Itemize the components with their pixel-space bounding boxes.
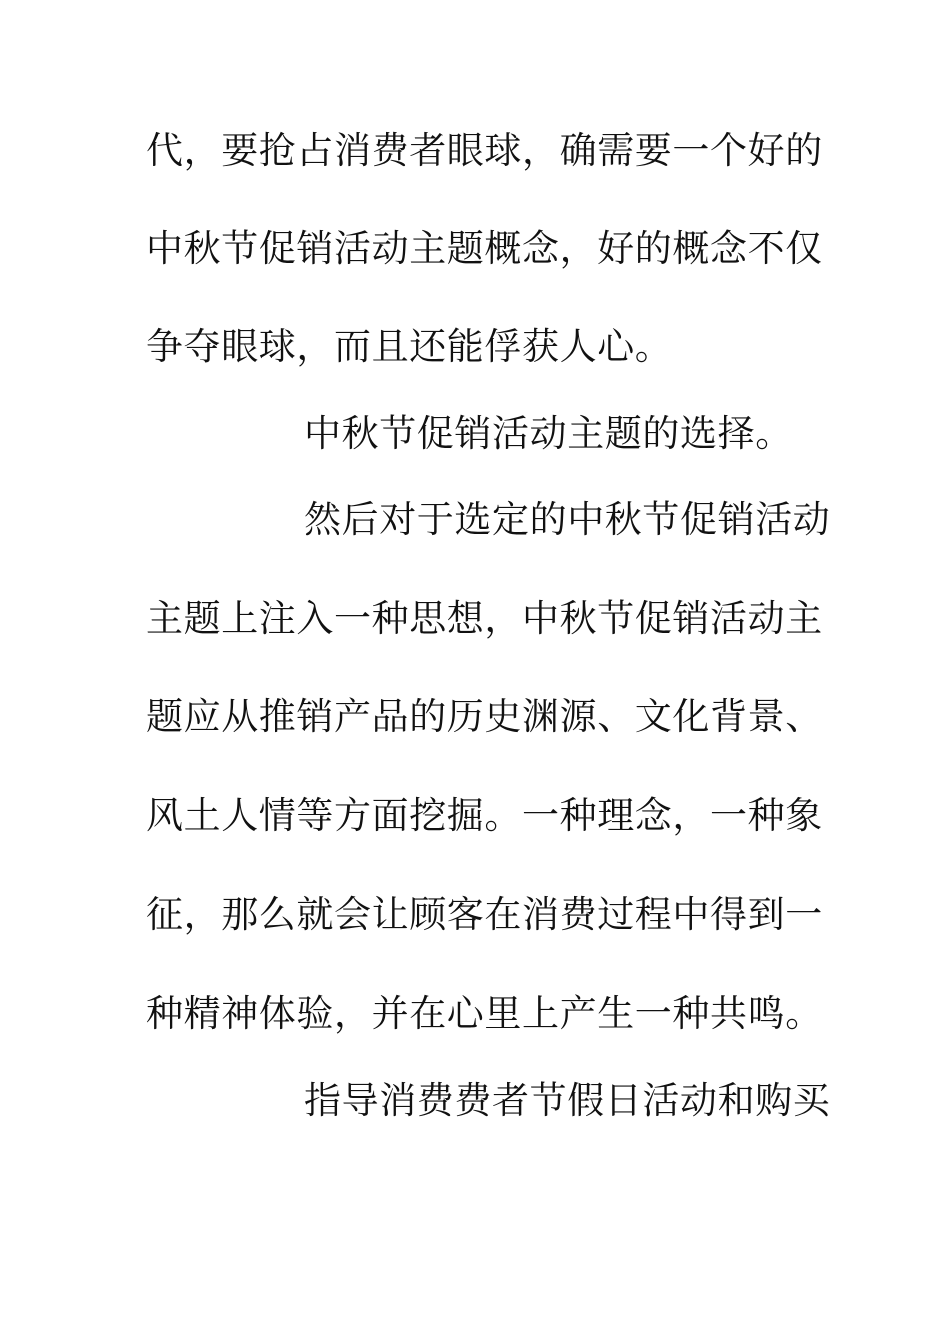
- text-line: 然后对于选定的中秋节促销活动: [304, 498, 831, 541]
- text-line: 题应从推销产品的历史渊源、文化背景、: [146, 695, 823, 738]
- text-line: 风土人情等方面挖掘。一种理念，一种象: [146, 794, 823, 837]
- text-line: 征，那么就会让顾客在消费过程中得到一: [146, 893, 823, 936]
- text-line: 争夺眼球，而且还能俘获人心。: [146, 325, 673, 368]
- heading-line: 中秋节促销活动主题的选择。: [304, 412, 793, 455]
- text-line: 主题上注入一种思想，中秋节促销活动主: [146, 597, 823, 640]
- text-line: 种精神体验，并在心里上产生一种共鸣。: [146, 992, 823, 1035]
- text-line: 代，要抢占消费者眼球，确需要一个好的: [146, 129, 823, 172]
- text-line: 中秋节促销活动主题概念，好的概念不仅: [146, 227, 823, 270]
- text-line: 指导消费费者节假日活动和购买: [304, 1079, 831, 1122]
